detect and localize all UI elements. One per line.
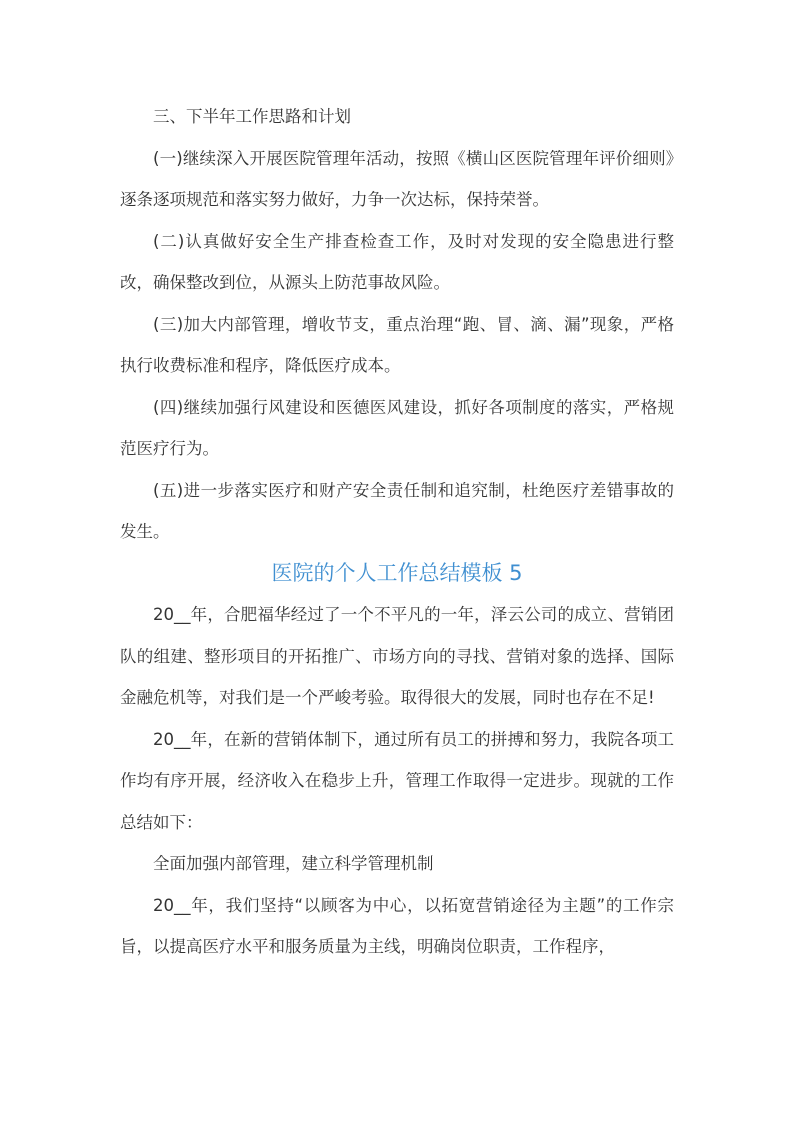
plan-item-2: (二)认真做好安全生产排查检查工作，及时对发现的安全隐患进行整改，确保整改到位，从源头上防范事故风险。 [120, 231, 674, 292]
paragraph-1: 20__年，合肥福华经过了一个不平凡的一年，泽云公司的成立、营销团队的组建、整形项目的开拓推广、市场方向的寻找、营销对象的选择、国际金融危机等，对我们是一个严峻考验。取得很大的发展，同时也存在不足! [120, 605, 674, 707]
plan-item-5: (五)进一步落实医疗和财产安全责任制和追究制，杜绝医疗差错事故的发生。 [120, 480, 674, 541]
paragraph-3: 20__年，我们坚持“以顾客为中心，以拓宽营销途径为主题”的工作宗旨，以提高医疗水平和服务质量为主线，明确岗位职责，工作程序， [120, 895, 674, 956]
plan-item-3: (三)加大内部管理，增收节支，重点治理“跑、冒、滴、漏”现象，严格执行收费标准和程序，降低医疗成本。 [120, 314, 674, 375]
plan-item-4: (四)继续加强行风建设和医德医风建设，抓好各项制度的落实，严格规范医疗行为。 [120, 397, 674, 458]
document-body [120, 96, 674, 968]
subheading: 全面加强内部管理，建立科学管理机制 [153, 854, 434, 873]
section-heading: 三、下半年工作思路和计划 [153, 107, 351, 126]
plan-item-1: (一)继续深入开展医院管理年活动，按照《横山区医院管理年评价细则》逐条逐项规范和落实努力做好，力争一次达标，保持荣誉。 [120, 148, 674, 209]
paragraph-2: 20__年，在新的营销体制下，通过所有员工的拼搏和努力，我院各项工作均有序开展，经济收入在稳步上升，管理工作取得一定进步。现就的工作总结如下： [120, 729, 674, 832]
article-title: 医院的个人工作总结模板 5 [271, 560, 523, 585]
